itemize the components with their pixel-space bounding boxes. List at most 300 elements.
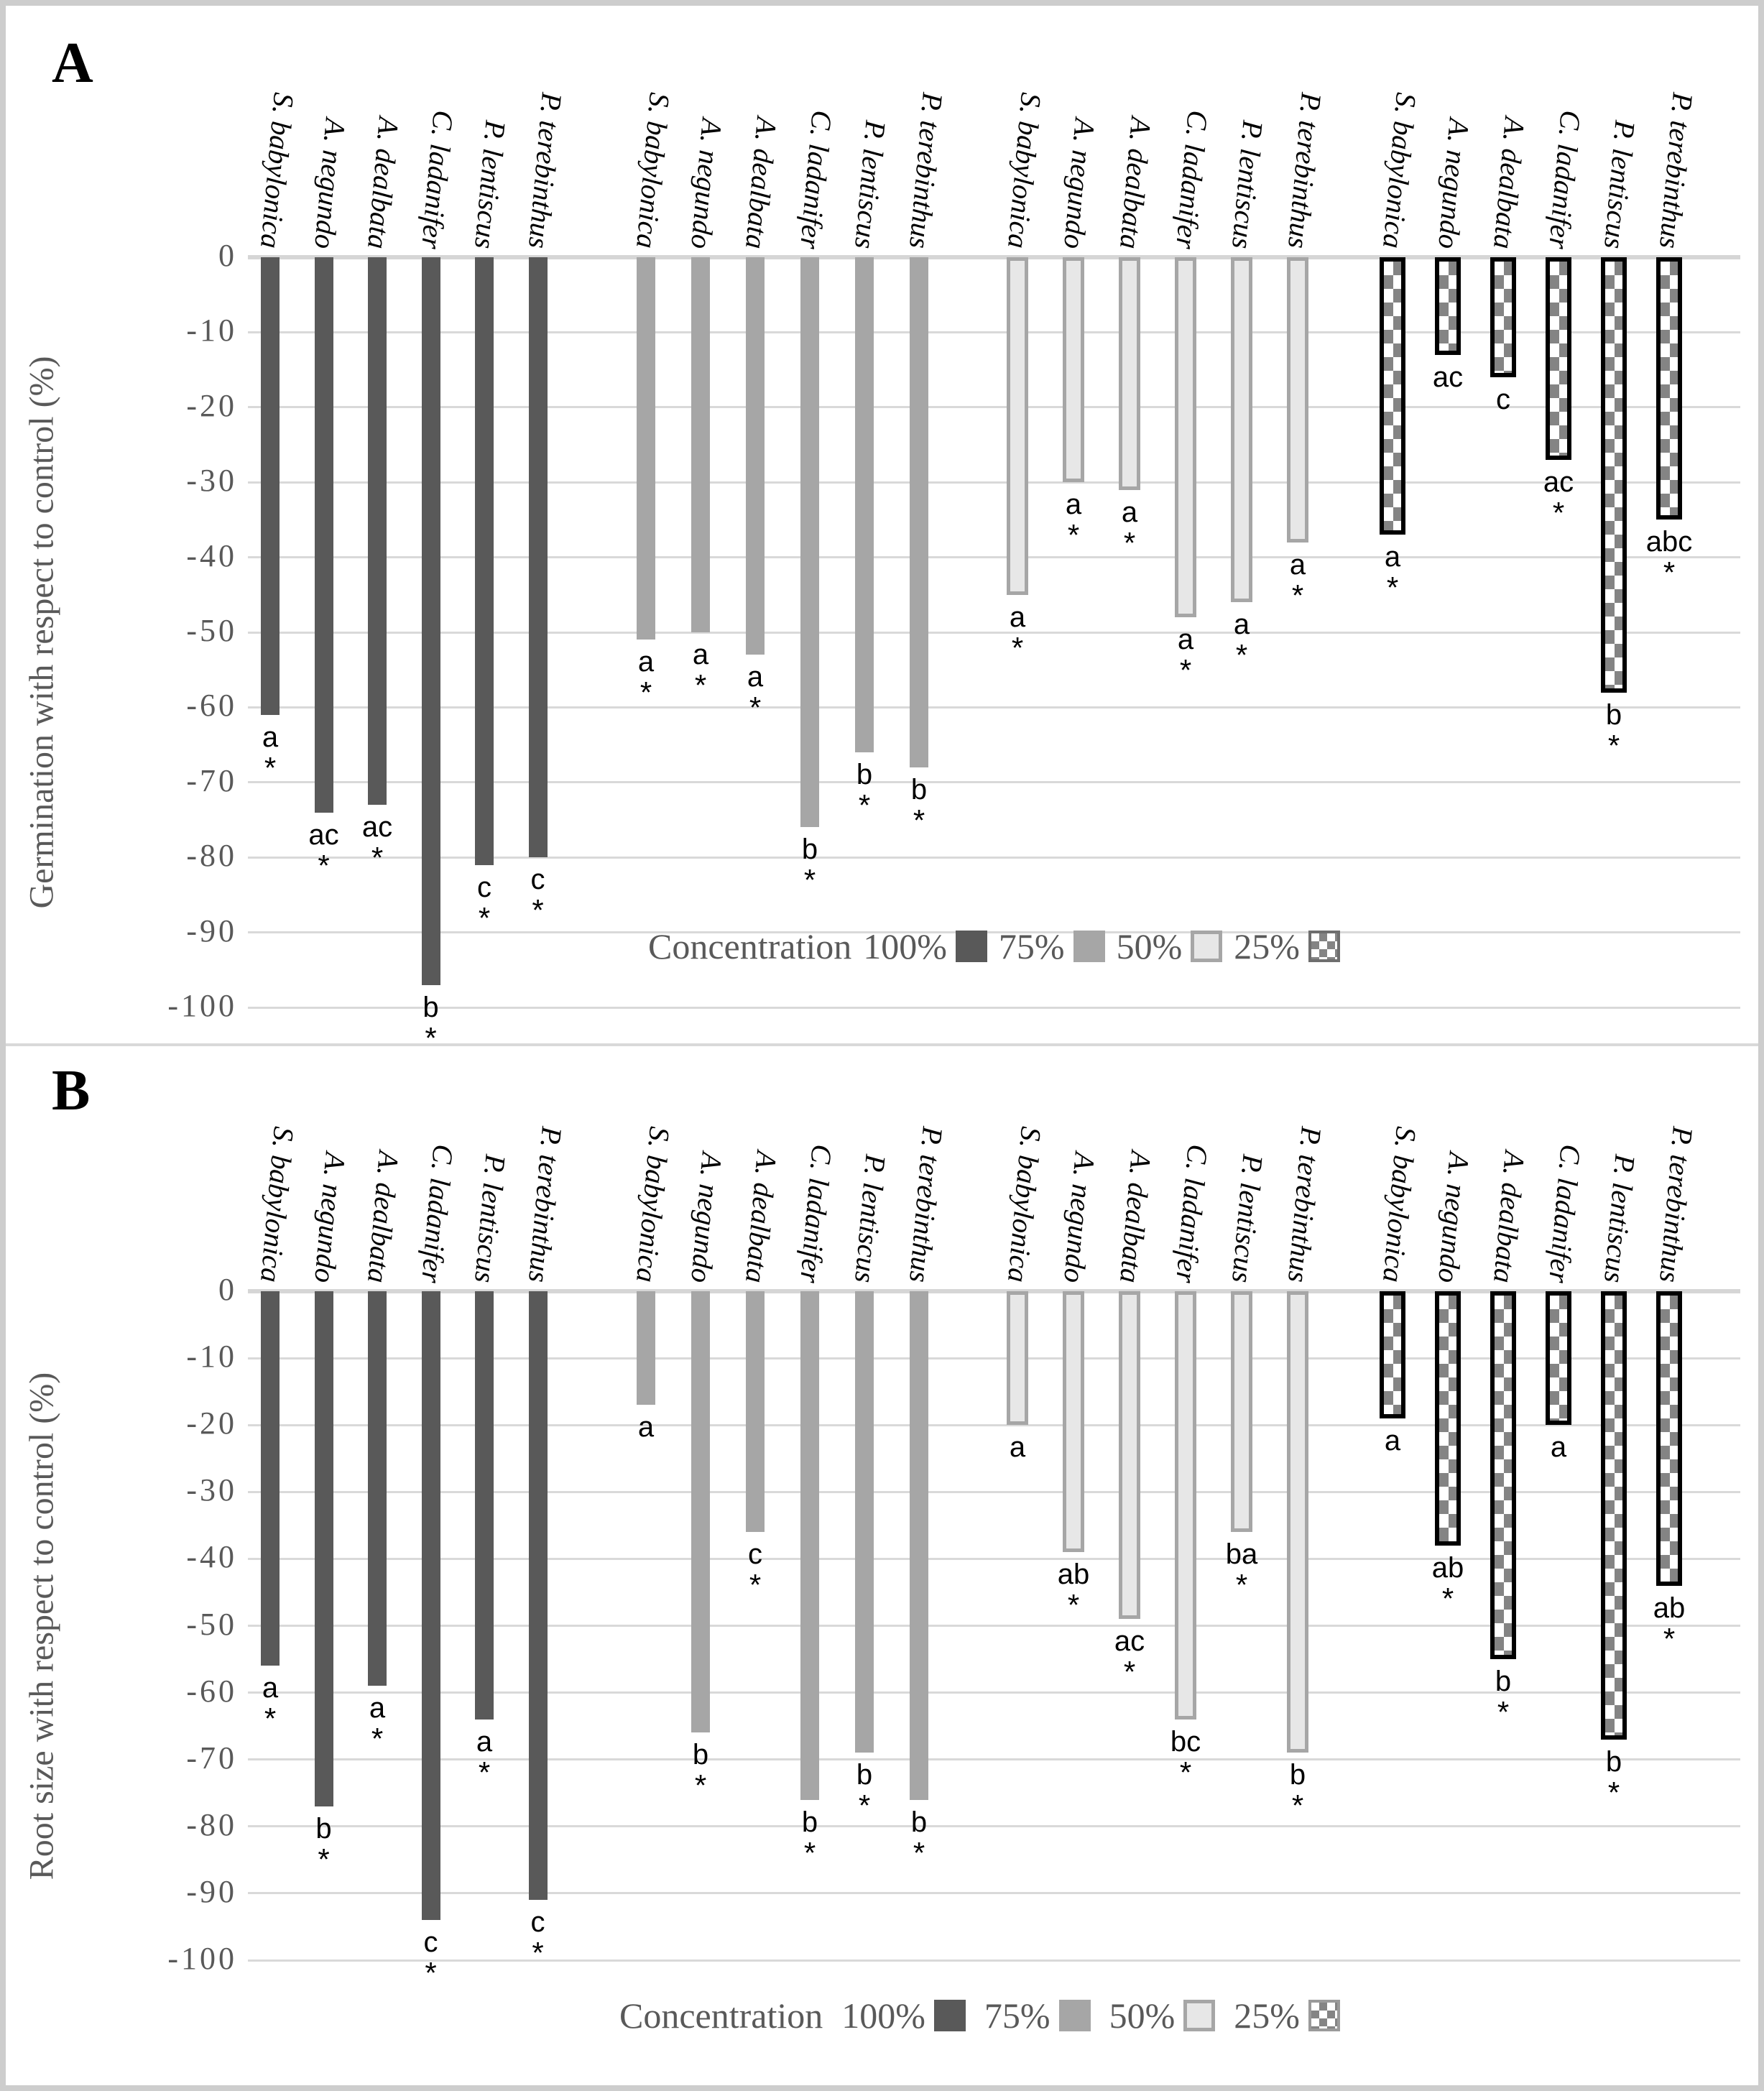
significance-letters: b <box>692 1739 709 1771</box>
species-label: P. terebinthus <box>903 1125 949 1285</box>
legend-title: Concentration <box>619 1995 823 2036</box>
significance-label <box>488 864 588 926</box>
legend-item-label: 50% <box>1109 1995 1176 2036</box>
bar <box>800 1291 819 1800</box>
legend-item <box>1109 1995 1216 2036</box>
gridline <box>248 1424 1740 1426</box>
significance-letters: ab <box>1653 1592 1686 1624</box>
significance-letters: a <box>262 1672 279 1704</box>
y-tick-label: -100 <box>167 988 237 1023</box>
bar <box>1231 1291 1252 1532</box>
panel-divider <box>6 1043 1758 1046</box>
significance-asterisk: * <box>913 803 925 837</box>
significance-label <box>967 602 1068 664</box>
significance-letters: b <box>910 773 928 806</box>
significance-label <box>274 1814 374 1875</box>
species-label: P. lentiscus <box>1598 1153 1642 1285</box>
species-label: C. ladanifer <box>1170 1143 1214 1285</box>
species-label: S. babylonica <box>630 1125 676 1285</box>
significance-letters: a <box>262 721 279 753</box>
legend-item <box>999 926 1105 967</box>
significance-letters: b <box>315 1812 332 1845</box>
significance-asterisk: * <box>1179 653 1192 688</box>
bar <box>1656 257 1682 520</box>
significance-label <box>1247 550 1348 611</box>
species-label-anchor <box>361 26 405 251</box>
significance-letters: bc <box>1170 1725 1201 1758</box>
species-label-anchor <box>1226 26 1270 251</box>
significance-label <box>1508 467 1609 529</box>
y-tick-label: -10 <box>186 1339 237 1375</box>
significance-letters: ac <box>308 818 339 851</box>
y-tick-label: -20 <box>186 1405 237 1441</box>
species-label-anchor <box>1114 1060 1158 1285</box>
species-label-anchor <box>1170 26 1214 251</box>
significance-label <box>967 1432 1068 1462</box>
gridline <box>248 857 1740 859</box>
significance-letters: ab <box>1431 1551 1464 1584</box>
legend-swatch-100 <box>934 2000 966 2031</box>
species-label: S. babylonica <box>254 91 300 251</box>
significance-asterisk: * <box>532 1936 544 1970</box>
species-label: C. ladanifer <box>1543 1143 1587 1285</box>
species-label: A. dealbata <box>1114 1149 1158 1285</box>
significance-letters: ab <box>1057 1559 1090 1591</box>
y-tick-label: -70 <box>186 762 237 798</box>
significance-letters: a <box>1550 1431 1567 1464</box>
bar <box>691 1291 710 1732</box>
bar <box>746 257 765 655</box>
gridline <box>248 1825 1740 1827</box>
species-label-anchor <box>1432 1060 1476 1285</box>
bar <box>800 257 819 827</box>
significance-label <box>1619 527 1719 588</box>
species-label-anchor <box>1653 26 1699 251</box>
species-label-anchor <box>1282 1060 1328 1285</box>
species-label-anchor <box>1598 26 1642 251</box>
significance-asterisk: * <box>1607 728 1620 762</box>
significance-label <box>1191 609 1292 671</box>
species-label-anchor <box>1282 26 1328 251</box>
significance-letters: ac <box>1432 361 1464 393</box>
gridline <box>248 706 1740 708</box>
y-tick-label: -60 <box>186 688 237 724</box>
significance-letters: c <box>530 1906 545 1939</box>
y-tick-label: -90 <box>186 913 237 948</box>
bar <box>637 257 655 640</box>
legend-item <box>863 926 987 967</box>
significance-asterisk: * <box>858 788 871 823</box>
gridline <box>248 781 1740 783</box>
legend-item-label: 75% <box>984 1995 1050 2036</box>
species-label-anchor <box>630 26 676 251</box>
legend <box>648 926 1340 967</box>
bar <box>422 1291 440 1920</box>
species-label: P. terebinthus <box>522 1125 568 1285</box>
species-label: C. ladanifer <box>415 1143 460 1285</box>
significance-label <box>1135 1727 1236 1788</box>
significance-letters: a <box>637 1411 655 1444</box>
bar <box>1435 1291 1461 1546</box>
species-label: P. terebinthus <box>1653 1125 1699 1285</box>
significance-asterisk: * <box>1123 1655 1136 1689</box>
significance-letters: a <box>1233 609 1250 641</box>
y-axis-title: Germination with respect to control (%) <box>22 356 61 909</box>
species-label: A. negundo <box>1058 1150 1102 1285</box>
panel-letter: B <box>52 1059 91 1122</box>
bar <box>1546 1291 1571 1425</box>
significance-asterisk: * <box>1179 1755 1192 1789</box>
significance-label <box>705 1539 805 1601</box>
y-tick-label: -80 <box>186 1806 237 1842</box>
panel-letter: A <box>52 32 93 95</box>
species-label-anchor <box>415 26 460 251</box>
gridline <box>248 556 1740 558</box>
species-label: A. negundo <box>1432 1150 1476 1285</box>
significance-label <box>705 662 805 724</box>
significance-letters: c <box>477 871 491 903</box>
legend-title: Concentration <box>648 926 852 966</box>
species-label: A. dealbata <box>361 1149 405 1285</box>
bar <box>529 257 548 857</box>
species-label-anchor <box>254 1060 300 1285</box>
species-label-anchor <box>522 26 568 251</box>
legend-swatch-75 <box>1073 931 1105 962</box>
species-label-anchor <box>1543 26 1587 251</box>
significance-label <box>1564 700 1664 762</box>
gridline <box>248 331 1740 333</box>
significance-letters: b <box>910 1806 928 1838</box>
legend-swatch-25 <box>1308 931 1340 962</box>
significance-asterisk: * <box>1067 1588 1080 1623</box>
species-label: P. lentiscus <box>1226 1153 1270 1285</box>
y-tick-label: -50 <box>186 1606 237 1642</box>
significance-letters: a <box>1177 624 1194 656</box>
bar <box>1601 1291 1627 1740</box>
species-label: A. negundo <box>308 116 352 251</box>
significance-label <box>1564 1747 1664 1809</box>
significance-letters: a <box>1384 541 1401 573</box>
species-label-anchor <box>308 1060 352 1285</box>
bar <box>529 1291 548 1900</box>
significance-label <box>1619 1593 1719 1655</box>
species-label-anchor <box>685 26 729 251</box>
bar <box>261 1291 280 1666</box>
species-label: A. dealbata <box>739 115 783 251</box>
legend-item <box>984 1995 1091 2036</box>
significance-asterisk: * <box>425 1020 437 1055</box>
significance-asterisk: * <box>1067 518 1080 553</box>
legend-swatch-50 <box>1183 2000 1215 2031</box>
significance-asterisk: * <box>639 675 652 710</box>
significance-label <box>220 1673 320 1735</box>
significance-label <box>434 1727 535 1788</box>
significance-letters: b <box>1495 1666 1512 1698</box>
significance-letters: b <box>1289 1759 1306 1791</box>
bar <box>1601 257 1627 693</box>
significance-letters: a <box>1121 496 1138 528</box>
significance-asterisk: * <box>1663 1621 1676 1656</box>
species-label-anchor <box>849 1060 892 1285</box>
significance-asterisk: * <box>371 1722 384 1756</box>
species-label: P. terebinthus <box>903 91 949 251</box>
y-tick-label: -90 <box>186 1873 237 1909</box>
species-label: C. ladanifer <box>1170 109 1214 251</box>
species-label-anchor <box>1170 1060 1214 1285</box>
significance-label <box>327 1693 428 1755</box>
significance-asterisk: * <box>694 1768 707 1803</box>
bar <box>691 257 710 632</box>
legend-item <box>841 1995 966 2036</box>
y-tick-label: 0 <box>218 1272 237 1307</box>
species-label-anchor <box>685 1060 729 1285</box>
species-label: A. negundo <box>1058 116 1102 251</box>
species-label: S. babylonica <box>1002 91 1048 251</box>
significance-letters: a <box>692 639 709 670</box>
species-label-anchor <box>1058 1060 1102 1285</box>
y-tick-label: -30 <box>186 463 237 499</box>
significance-letters: a <box>369 1692 386 1725</box>
species-label-anchor <box>415 1060 460 1285</box>
species-label-anchor <box>739 26 783 251</box>
species-label-anchor <box>522 1060 568 1285</box>
significance-asterisk: * <box>425 1956 437 1990</box>
legend-item <box>1117 926 1223 967</box>
bar <box>1490 257 1516 377</box>
species-label: P. lentiscus <box>1226 119 1270 251</box>
species-label: A. negundo <box>1432 116 1476 251</box>
species-label-anchor <box>794 1060 839 1285</box>
species-label: C. ladanifer <box>794 1143 839 1285</box>
species-label-anchor <box>1598 1060 1642 1285</box>
significance-label <box>1191 1539 1292 1601</box>
species-label-anchor <box>1226 1060 1270 1285</box>
significance-label <box>1508 1432 1609 1462</box>
species-label: A. dealbata <box>1487 1149 1531 1285</box>
significance-label <box>381 992 481 1054</box>
significance-letters: b <box>856 759 873 791</box>
species-label: A. negundo <box>685 116 729 251</box>
bar <box>1007 1291 1028 1425</box>
species-label: P. terebinthus <box>522 91 568 251</box>
species-label: P. lentiscus <box>849 119 892 251</box>
bar <box>1490 1291 1516 1659</box>
gridline <box>248 1892 1740 1894</box>
significance-asterisk: * <box>1291 578 1304 612</box>
species-label-anchor <box>903 1060 949 1285</box>
significance-asterisk: * <box>264 1702 277 1736</box>
significance-letters: ba <box>1225 1538 1258 1571</box>
significance-asterisk: * <box>1291 1788 1304 1823</box>
bar <box>368 1291 387 1686</box>
significance-asterisk: * <box>1552 495 1565 530</box>
species-label-anchor <box>308 26 352 251</box>
species-label: A. dealbata <box>361 115 405 251</box>
species-label-anchor <box>1487 26 1531 251</box>
significance-letters: a <box>1009 601 1026 633</box>
significance-letters: c <box>1496 384 1510 416</box>
species-label: A. dealbata <box>1487 115 1531 251</box>
significance-asterisk: * <box>318 848 330 882</box>
species-label: P. terebinthus <box>1653 91 1699 251</box>
species-label-anchor <box>739 1060 783 1285</box>
bar <box>746 1291 765 1532</box>
gridline <box>248 1558 1740 1560</box>
bar <box>475 257 494 865</box>
significance-label <box>1453 384 1553 415</box>
gridline <box>248 1289 1740 1293</box>
legend <box>619 1995 1340 2036</box>
significance-letters: a <box>747 661 764 693</box>
species-label-anchor <box>794 26 839 251</box>
y-tick-label: -50 <box>186 613 237 648</box>
species-label-anchor <box>361 1060 405 1285</box>
bar <box>855 257 874 752</box>
significance-letters: b <box>856 1759 873 1791</box>
species-label: C. ladanifer <box>1543 109 1587 251</box>
significance-label <box>596 1412 696 1442</box>
gridline <box>248 255 1740 259</box>
bar <box>1063 1291 1084 1552</box>
species-label: S. babylonica <box>1377 91 1423 251</box>
y-tick-label: -10 <box>186 313 237 348</box>
significance-asterisk: * <box>1235 638 1248 673</box>
significance-letters: b <box>801 1806 818 1838</box>
significance-letters: ac <box>1114 1625 1145 1658</box>
species-label-anchor <box>1543 1060 1587 1285</box>
significance-asterisk: * <box>478 1755 491 1789</box>
species-label-anchor <box>1114 26 1158 251</box>
significance-letters: a <box>1065 489 1082 521</box>
y-tick-label: -60 <box>186 1673 237 1709</box>
significance-label <box>220 722 320 784</box>
bar <box>910 257 928 767</box>
y-tick-label: -40 <box>186 537 237 573</box>
species-label: P. terebinthus <box>1282 1125 1328 1285</box>
significance-label <box>381 1927 481 1989</box>
significance-letters: a <box>476 1725 493 1758</box>
bar <box>855 1291 874 1753</box>
significance-label <box>1079 497 1180 559</box>
y-axis-title: Root size with respect to control (%) <box>22 1372 61 1880</box>
species-label-anchor <box>1002 26 1048 251</box>
significance-letters: b <box>801 834 818 866</box>
species-label-anchor <box>254 26 300 251</box>
species-label: A. negundo <box>308 1150 352 1285</box>
species-label-anchor <box>630 1060 676 1285</box>
significance-asterisk: * <box>803 1835 816 1870</box>
species-label: P. lentiscus <box>1598 119 1642 251</box>
species-label: P. lentiscus <box>468 119 512 251</box>
species-label-anchor <box>1058 26 1102 251</box>
significance-asterisk: * <box>1497 1695 1510 1730</box>
significance-asterisk: * <box>913 1835 925 1870</box>
y-tick-label: -100 <box>167 1941 237 1976</box>
significance-asterisk: * <box>749 691 762 725</box>
significance-label <box>869 1807 969 1869</box>
significance-letters: a <box>637 646 655 678</box>
legend-item <box>1234 926 1340 967</box>
significance-asterisk: * <box>264 750 277 785</box>
bar <box>1435 257 1461 355</box>
bar <box>1119 257 1140 490</box>
significance-letters: c <box>423 1926 438 1959</box>
species-label-anchor <box>903 26 949 251</box>
legend-item-label: 25% <box>1234 1995 1300 2036</box>
y-tick-label: -80 <box>186 838 237 874</box>
species-label-anchor <box>1653 1060 1699 1285</box>
significance-letters: b <box>1605 1745 1622 1778</box>
significance-letters: ac <box>361 811 393 844</box>
significance-letters: a <box>1384 1424 1401 1457</box>
legend-swatch-25 <box>1308 2000 1340 2031</box>
bar <box>910 1291 928 1800</box>
legend-item-label: 100% <box>863 926 947 966</box>
significance-letters: c <box>530 864 545 896</box>
species-label: S. babylonica <box>254 1125 300 1285</box>
significance-label <box>869 775 969 836</box>
significance-asterisk: * <box>1441 1581 1454 1615</box>
species-label-anchor <box>1377 26 1423 251</box>
gridline <box>248 1491 1740 1493</box>
significance-letters: abc <box>1645 526 1693 558</box>
significance-label <box>650 1740 751 1801</box>
species-label-anchor <box>1002 1060 1048 1285</box>
bar <box>1175 257 1196 617</box>
bar <box>1287 1291 1308 1753</box>
bar <box>315 257 333 813</box>
legend-swatch-50 <box>1191 931 1222 962</box>
species-label: S. babylonica <box>630 91 676 251</box>
species-label-anchor <box>1377 1060 1423 1285</box>
legend-item <box>1234 1995 1340 2036</box>
bar <box>1175 1291 1196 1720</box>
legend-item-label: 50% <box>1116 926 1183 966</box>
bar <box>1119 1291 1140 1619</box>
bar <box>261 257 280 715</box>
y-tick-label: -30 <box>186 1472 237 1508</box>
significance-asterisk: * <box>532 893 544 928</box>
significance-letters: a <box>1289 548 1306 581</box>
species-label: P. terebinthus <box>1282 91 1328 251</box>
gridline <box>248 1625 1740 1627</box>
significance-label <box>759 834 860 896</box>
significance-letters: b <box>1605 698 1622 731</box>
significance-letters: b <box>422 991 439 1023</box>
significance-asterisk: * <box>1011 630 1024 665</box>
bar <box>1656 1291 1682 1586</box>
species-label: P. lentiscus <box>468 1153 512 1285</box>
bar <box>637 1291 655 1405</box>
bar <box>1063 257 1084 482</box>
bar <box>1287 257 1308 543</box>
significance-asterisk: * <box>1663 555 1676 590</box>
species-label-anchor <box>1487 1060 1531 1285</box>
bar <box>368 257 387 805</box>
legend-swatch-75 <box>1059 2000 1091 2031</box>
legend-swatch-100 <box>956 931 987 962</box>
species-label: P. lentiscus <box>849 1153 892 1285</box>
significance-asterisk: * <box>694 668 707 702</box>
species-label-anchor <box>468 1060 512 1285</box>
gridline <box>248 1357 1740 1360</box>
legend-item-label: 75% <box>998 926 1065 966</box>
significance-asterisk: * <box>749 1568 762 1602</box>
species-label: C. ladanifer <box>415 109 460 251</box>
legend-item-label: 100% <box>841 1995 925 2036</box>
significance-label <box>1247 1760 1348 1822</box>
species-label-anchor <box>468 26 512 251</box>
